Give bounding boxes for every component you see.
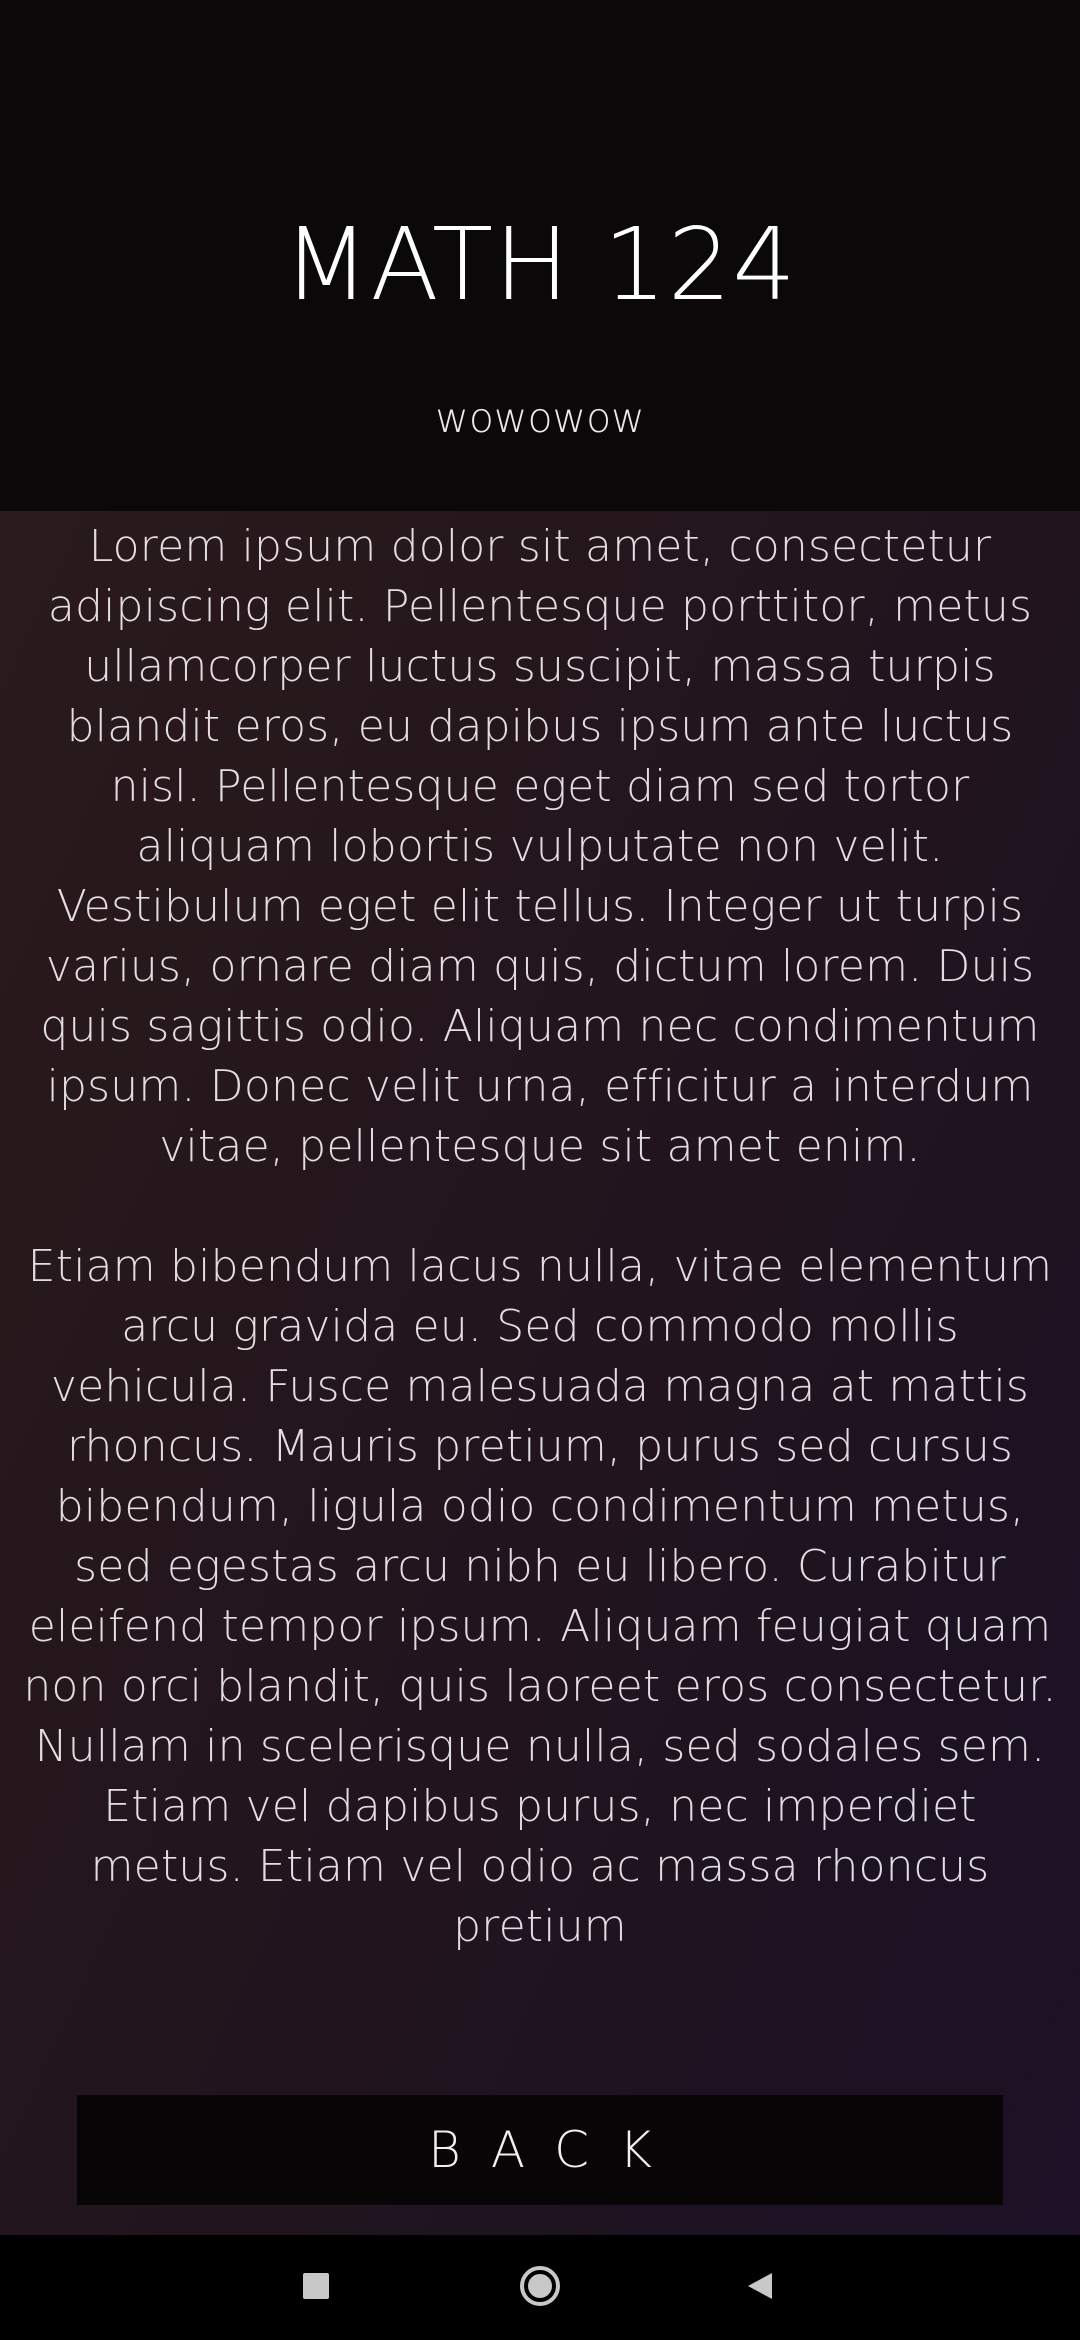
system-nav-bar: [0, 2235, 1080, 2340]
page-subtitle: wowowow: [435, 394, 645, 442]
paragraph: Lorem ipsum dolor sit amet, consectetur adipiscing elit. Pellentesque porttitor, metus ullamcorper luctus suscipit, massa turpis blandit eros, eu dapibus ipsum ante luctus nisl. Pellentesque eget diam sed tortor aliquam lobortis vulputate non velit. Vestibulum eget elit tellus. Integer ut turpis varius, ornare diam quis, dictum lorem. Duis quis sagittis odio. Aliquam nec condimentum ipsum. Donec velit urna, efficitur a interdum vitae, pellentesque sit amet enim.: [40, 521, 1040, 1172]
header: [0, 0, 1080, 511]
recents-button[interactable]: [256, 2235, 376, 2340]
circle-icon: [518, 2264, 562, 2312]
content-area[interactable]: [0, 511, 1080, 2235]
scroll-container[interactable]: [0, 511, 1080, 2095]
paragraph: Etiam bibendum lacus nulla, vitae elementum arcu gravida eu. Sed commodo mollis vehicula. Fusce malesuada magna at mattis rhoncus. Mauris pretium, purus sed cursus bibendum, ligula odio condimentum metus, sed egestas arcu nibh eu libero. Curabitur eleifend tempor ipsum. Aliquam feugiat quam non orci blandit, quis laoreet eros consectetur. Nullam in scelerisque nulla, sed sodales sem. Etiam vel dapibus purus, nec imperdiet metus. Etiam vel odio ac massa rhoncus pretium: [23, 1241, 1057, 1952]
square-icon: [301, 2271, 331, 2305]
back-button[interactable]: BACK: [77, 2095, 1003, 2205]
page-title: MATH 124: [283, 206, 797, 323]
body-text: [22, 517, 1058, 2017]
triangle-back-icon: [744, 2270, 776, 2306]
home-button[interactable]: [480, 2235, 600, 2340]
nav-back-button[interactable]: [700, 2235, 820, 2340]
